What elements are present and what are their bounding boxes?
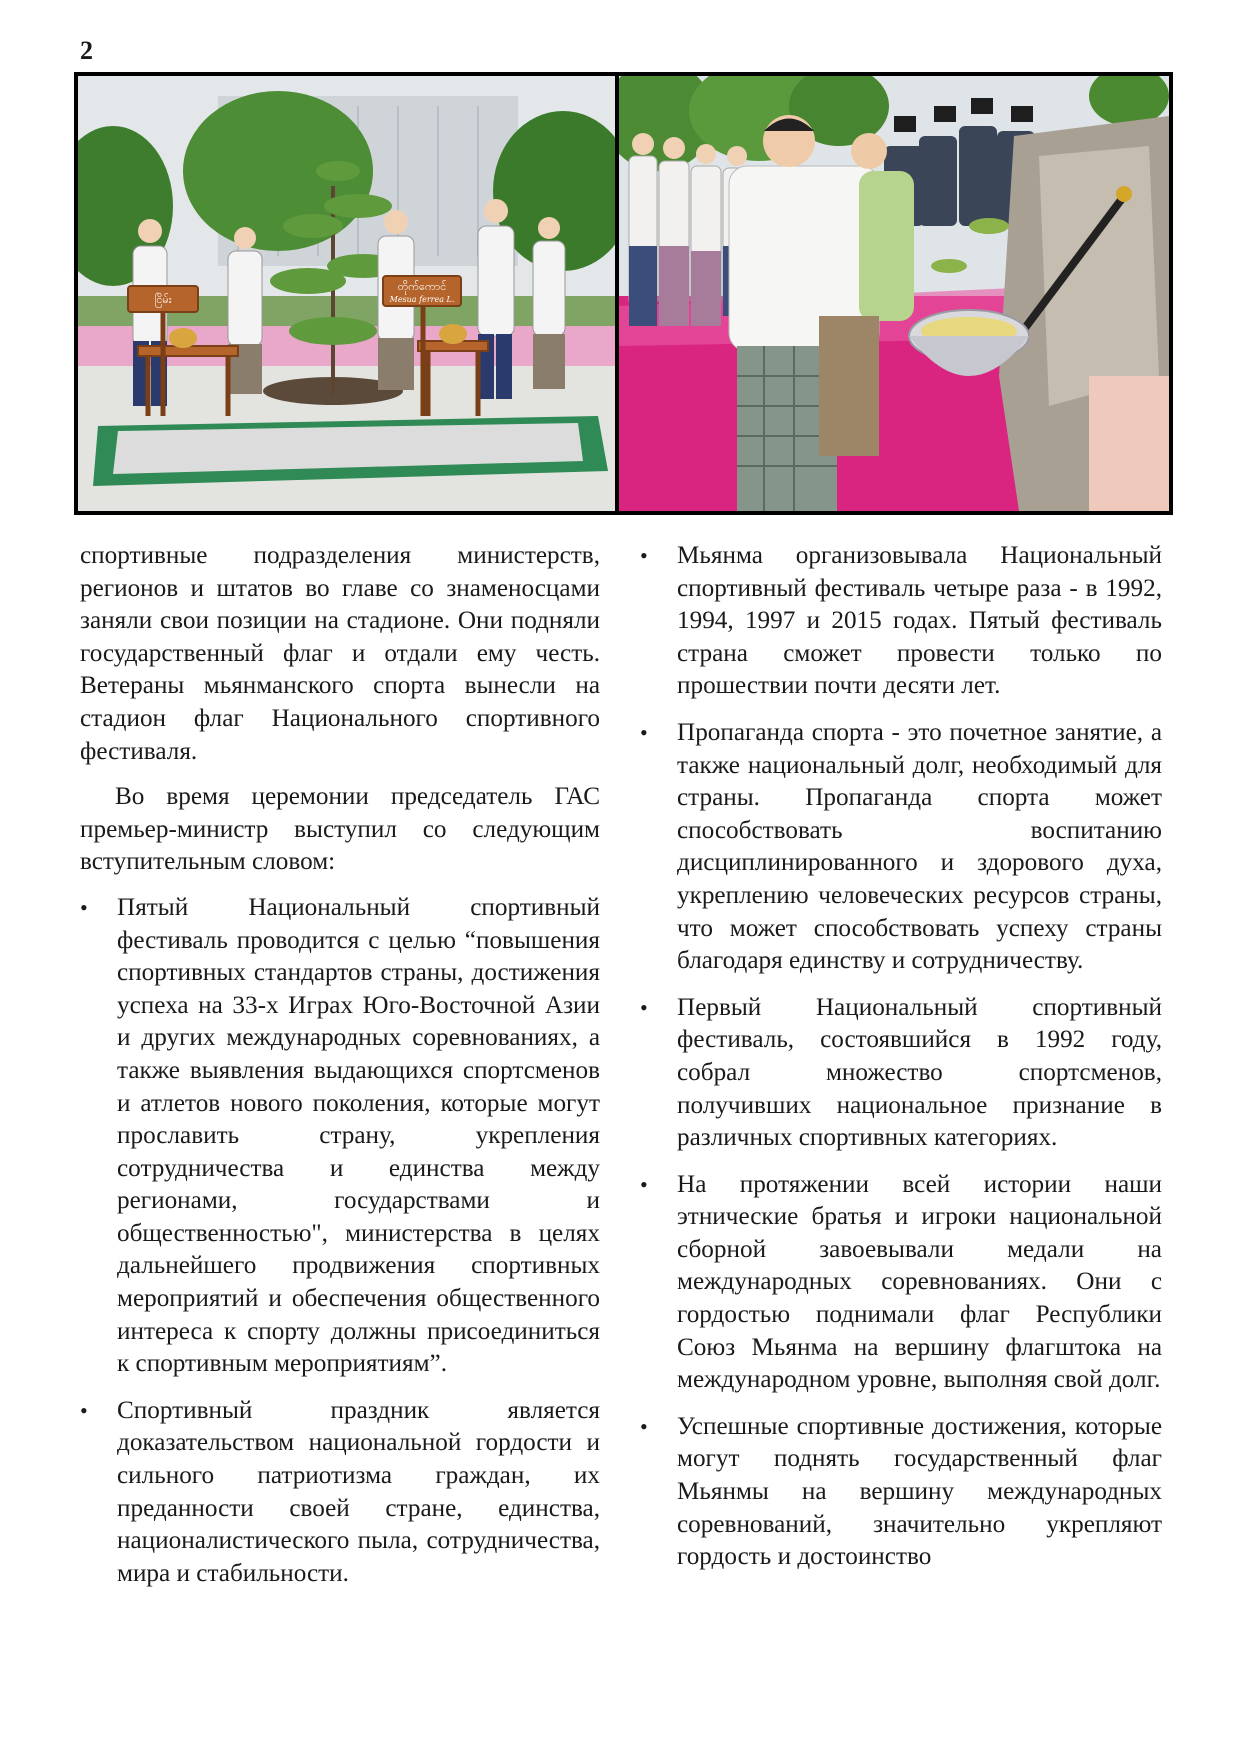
paragraph-ceremony: Во время церемонии председатель ГАС премьер-министр выступил со следующим вступительным словом:	[80, 783, 600, 876]
seedling-sign-2: တိုက်ကောင်	[397, 280, 447, 293]
bullet-item: • Мьянма организовывала Национальный спортивный фестиваль четыре раза - в 1992, 1994, 1997 и 2015 годах. Пятый фестиваль страна сможет провести только по прошествии почти десяти лет.	[640, 540, 1162, 703]
bullet-item: • Пятый Национальный спортивный фестиваль проводится с целью “повышения спортивных стандартов страны, достижения успеха на 33-х Играх Юго-Восточной Азии и других международных соревнованиях, а также выявления выдающихся спортсменов и атлетов нового поколения, которые могут прославить страну, укрепления сотрудничества и единства между регионами, государствами и общественностью", министерства в целях дальнейшего продвижения спортивных мероприятий и обеспечения общественного интереса к спорту должны присоединиться к спортивным мероприятиям”.	[80, 892, 600, 1381]
bullet-item: • Успешные спортивные достижения, которые могут поднять государственный флаг Мьянмы на вершину международных соревнований, значительно укрепляют гордость и достоинство	[640, 1411, 1162, 1574]
bullet-item: • Спортивный праздник является доказательством национальной гордости и сильного патриотизма граждан, их преданности своей стране, единства, националистического пыла, сотрудничества, мира и стабильности.	[80, 1395, 600, 1591]
article-right-column	[640, 540, 1162, 1588]
bullet-item: • Первый Национальный спортивный фестиваль, состоявшийся в 1992 году, собрал множество спортсменов, получивших национальное признание в различных спортивных категориях.	[640, 992, 1162, 1155]
seedling-sign-2-latin: Mesua ferrea L.	[389, 295, 455, 304]
foundation-stone-illustration	[619, 76, 1169, 511]
speech-bullet-list-left	[80, 892, 600, 1590]
paragraph-opening: спортивные подразделения министерств, регионов и штатов во главе со знаменосцами заняли свои позиции на стадионе. Они подняли государственный флаг и отдали ему честь. Ветераны мьянманского спорта вынесли на стадион флаг Национального спортивного фестиваля.	[80, 542, 600, 765]
bullet-item: • На протяжении всей истории наши этнические братья и игроки национальной сборной завоевывали медали на международных соревнованиях. Они с гордостью поднимали флаг Республики Союз Мьянма на вершину флагштока на международном уровне, выполняя свой долг.	[640, 1169, 1162, 1397]
page-number: 2	[80, 36, 93, 65]
tree-planting-illustration	[78, 76, 615, 511]
bullet-item: • Пропаганда спорта - это почетное занятие, а также национальный долг, необходимый для страны. Пропаганда спорта может способствовать воспитанию дисциплинированного и здорового духа, укреплению человеческих ресурсов страны, что может способствовать успеху страны благодаря единству и сотрудничеству.	[640, 717, 1162, 978]
speech-bullet-list-right	[640, 540, 1162, 1574]
tree-planting-photo	[74, 72, 619, 515]
article-left-column	[80, 540, 600, 1604]
seedling-sign-1: ငြိမ်း	[154, 293, 172, 306]
foundation-stone-photo	[615, 72, 1173, 515]
